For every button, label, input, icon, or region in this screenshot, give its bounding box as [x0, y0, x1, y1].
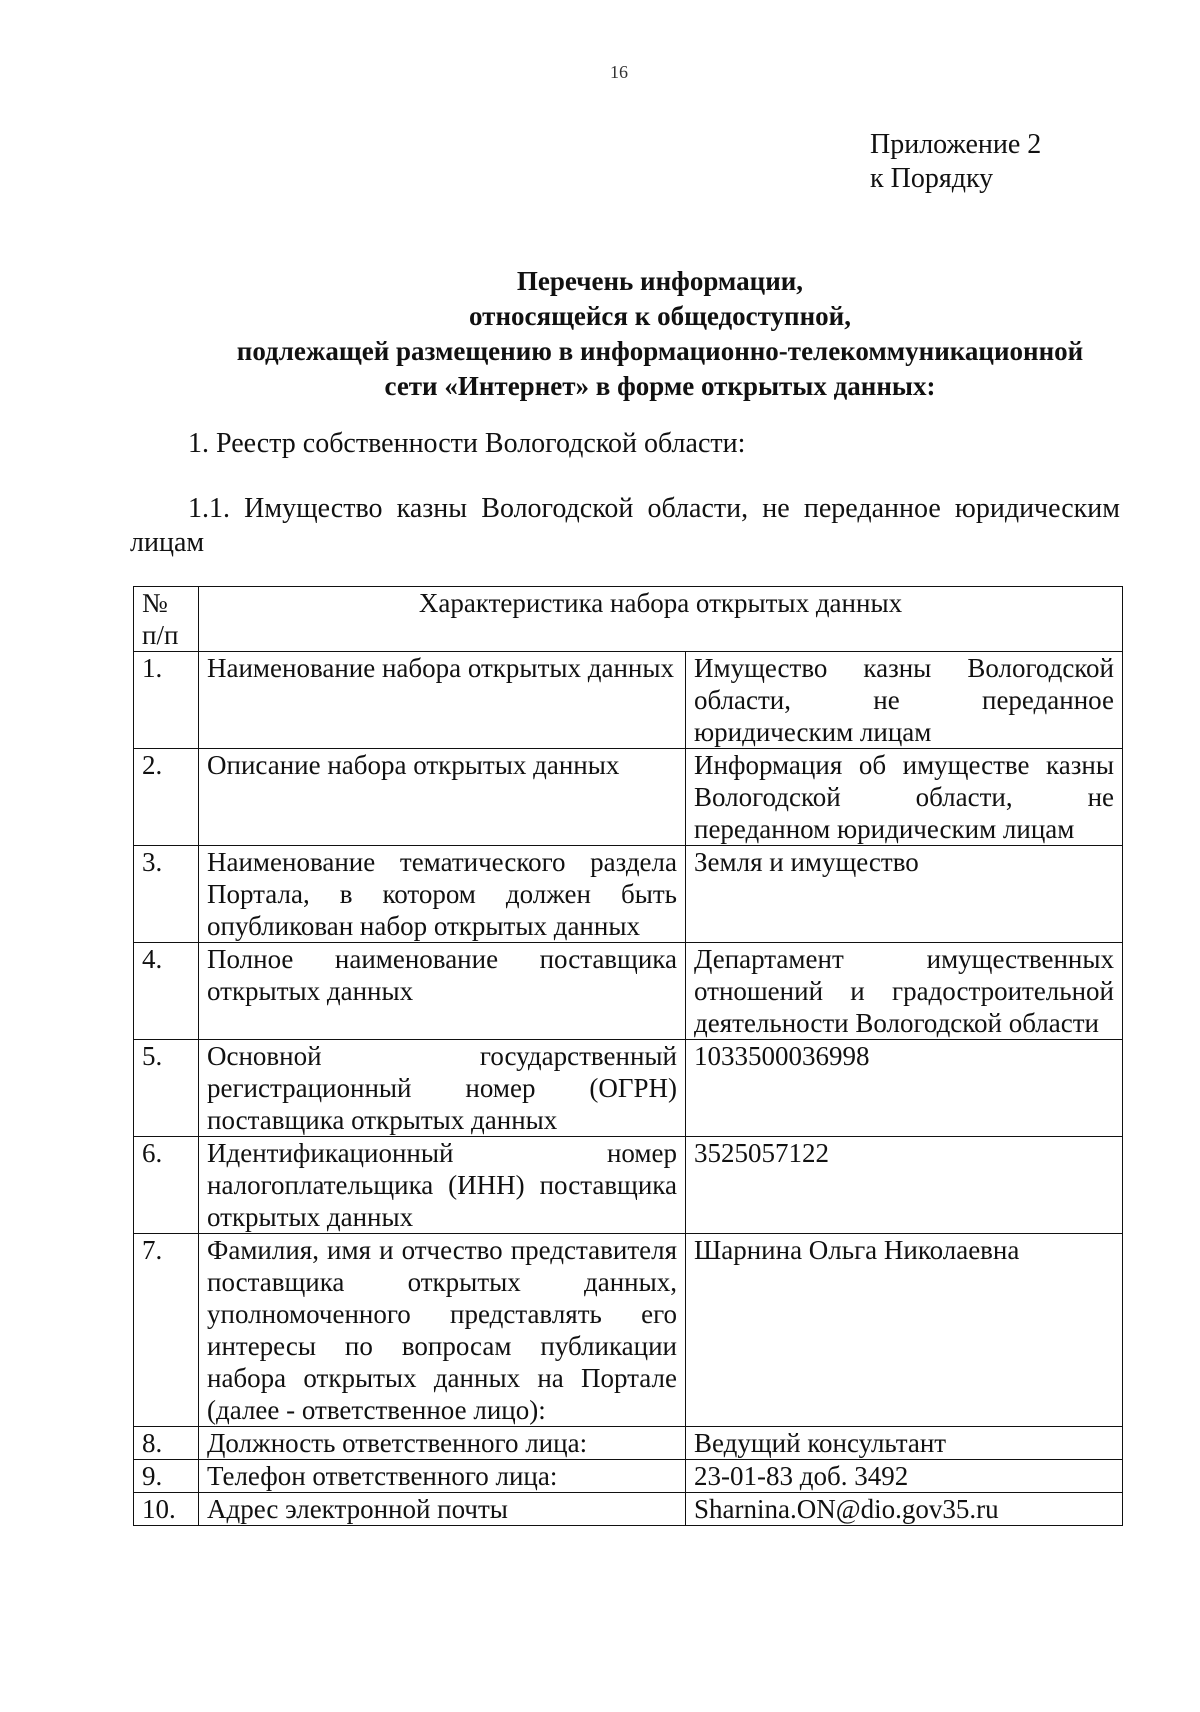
document-title: [140, 264, 1180, 404]
title-line-1: Перечень информации,: [516, 266, 804, 296]
row-number: 7.: [134, 1234, 199, 1427]
table-row: [134, 1427, 1123, 1460]
row-value: Ведущий консультант: [686, 1427, 1123, 1460]
row-value: 1033500036998: [686, 1040, 1123, 1137]
table-row: [134, 1137, 1123, 1234]
row-value: Земля и имущество: [686, 846, 1123, 943]
row-number: 6.: [134, 1137, 199, 1234]
title-line-3: подлежащей размещению в информационно-телекоммуникационной: [236, 336, 1084, 366]
title-line-2: относящейся к общедоступной,: [469, 301, 851, 331]
row-name: Полное наименование поставщика открытых данных: [199, 943, 686, 1040]
appendix-line-1: Приложение 2: [870, 129, 1042, 160]
row-value: 23-01-83 доб. 3492: [686, 1460, 1123, 1493]
table-row: [134, 943, 1123, 1040]
row-name: Адрес электронной почты: [199, 1493, 686, 1526]
row-name: Идентификационный номер налогоплательщика (ИНН) поставщика открытых данных: [199, 1137, 686, 1234]
row-value: Имущество казны Вологодской области, не переданное юридическим лицам: [686, 652, 1123, 749]
row-name: Основной государственный регистрационный номер (ОГРН) поставщика открытых данных: [199, 1040, 686, 1137]
row-name: Должность ответственного лица:: [199, 1427, 686, 1460]
appendix-note: [870, 128, 1041, 196]
table-row: [134, 1040, 1123, 1137]
row-name: Наименование тематического раздела Портала, в котором должен быть опубликован набор открытых данных: [199, 846, 686, 943]
table-row: [134, 1234, 1123, 1427]
appendix-line-2: к Порядку: [870, 163, 994, 194]
title-line-4: сети «Интернет» в форме открытых данных:: [384, 371, 936, 401]
row-value: 3525057122: [686, 1137, 1123, 1234]
table-row: [134, 652, 1123, 749]
page-number: 16: [610, 62, 628, 82]
row-name: Фамилия, имя и отчество представителя поставщика открытых данных, уполномоченного представлять его интересы по вопросам публикации набора открытых данных на Портале (далее - ответственное лицо):: [199, 1234, 686, 1427]
table-header-row: [134, 587, 1123, 652]
row-number: 1.: [134, 652, 199, 749]
row-value: Департамент имущественных отношений и градостроительной деятельности Вологодской области: [686, 943, 1123, 1040]
section-heading: 1. Реестр собственности Вологодской области:: [188, 428, 746, 459]
row-number: 9.: [134, 1460, 199, 1493]
row-number: 2.: [134, 749, 199, 846]
row-number: 3.: [134, 846, 199, 943]
row-name: Наименование набора открытых данных: [199, 652, 686, 749]
subsection-heading: 1.1. Имущество казны Вологодской области, не переданное юридическим лицам: [130, 493, 1120, 558]
row-value: Sharnina.ON@dio.gov35.ru: [686, 1493, 1123, 1526]
open-data-table: [133, 586, 1123, 1526]
row-number: 4.: [134, 943, 199, 1040]
row-name: Описание набора открытых данных: [199, 749, 686, 846]
row-number: 8.: [134, 1427, 199, 1460]
header-number-cell: № п/п: [134, 587, 199, 652]
table-row: [134, 1493, 1123, 1526]
table-row: [134, 846, 1123, 943]
row-value: Шарнина Ольга Николаевна: [686, 1234, 1123, 1427]
row-name: Телефон ответственного лица:: [199, 1460, 686, 1493]
table-row: [134, 1460, 1123, 1493]
row-number: 5.: [134, 1040, 199, 1137]
row-value: Информация об имуществе казны Вологодской области, не переданном юридическим лицам: [686, 749, 1123, 846]
table-row: [134, 749, 1123, 846]
header-title-cell: Характеристика набора открытых данных: [199, 587, 1123, 652]
row-number: 10.: [134, 1493, 199, 1526]
